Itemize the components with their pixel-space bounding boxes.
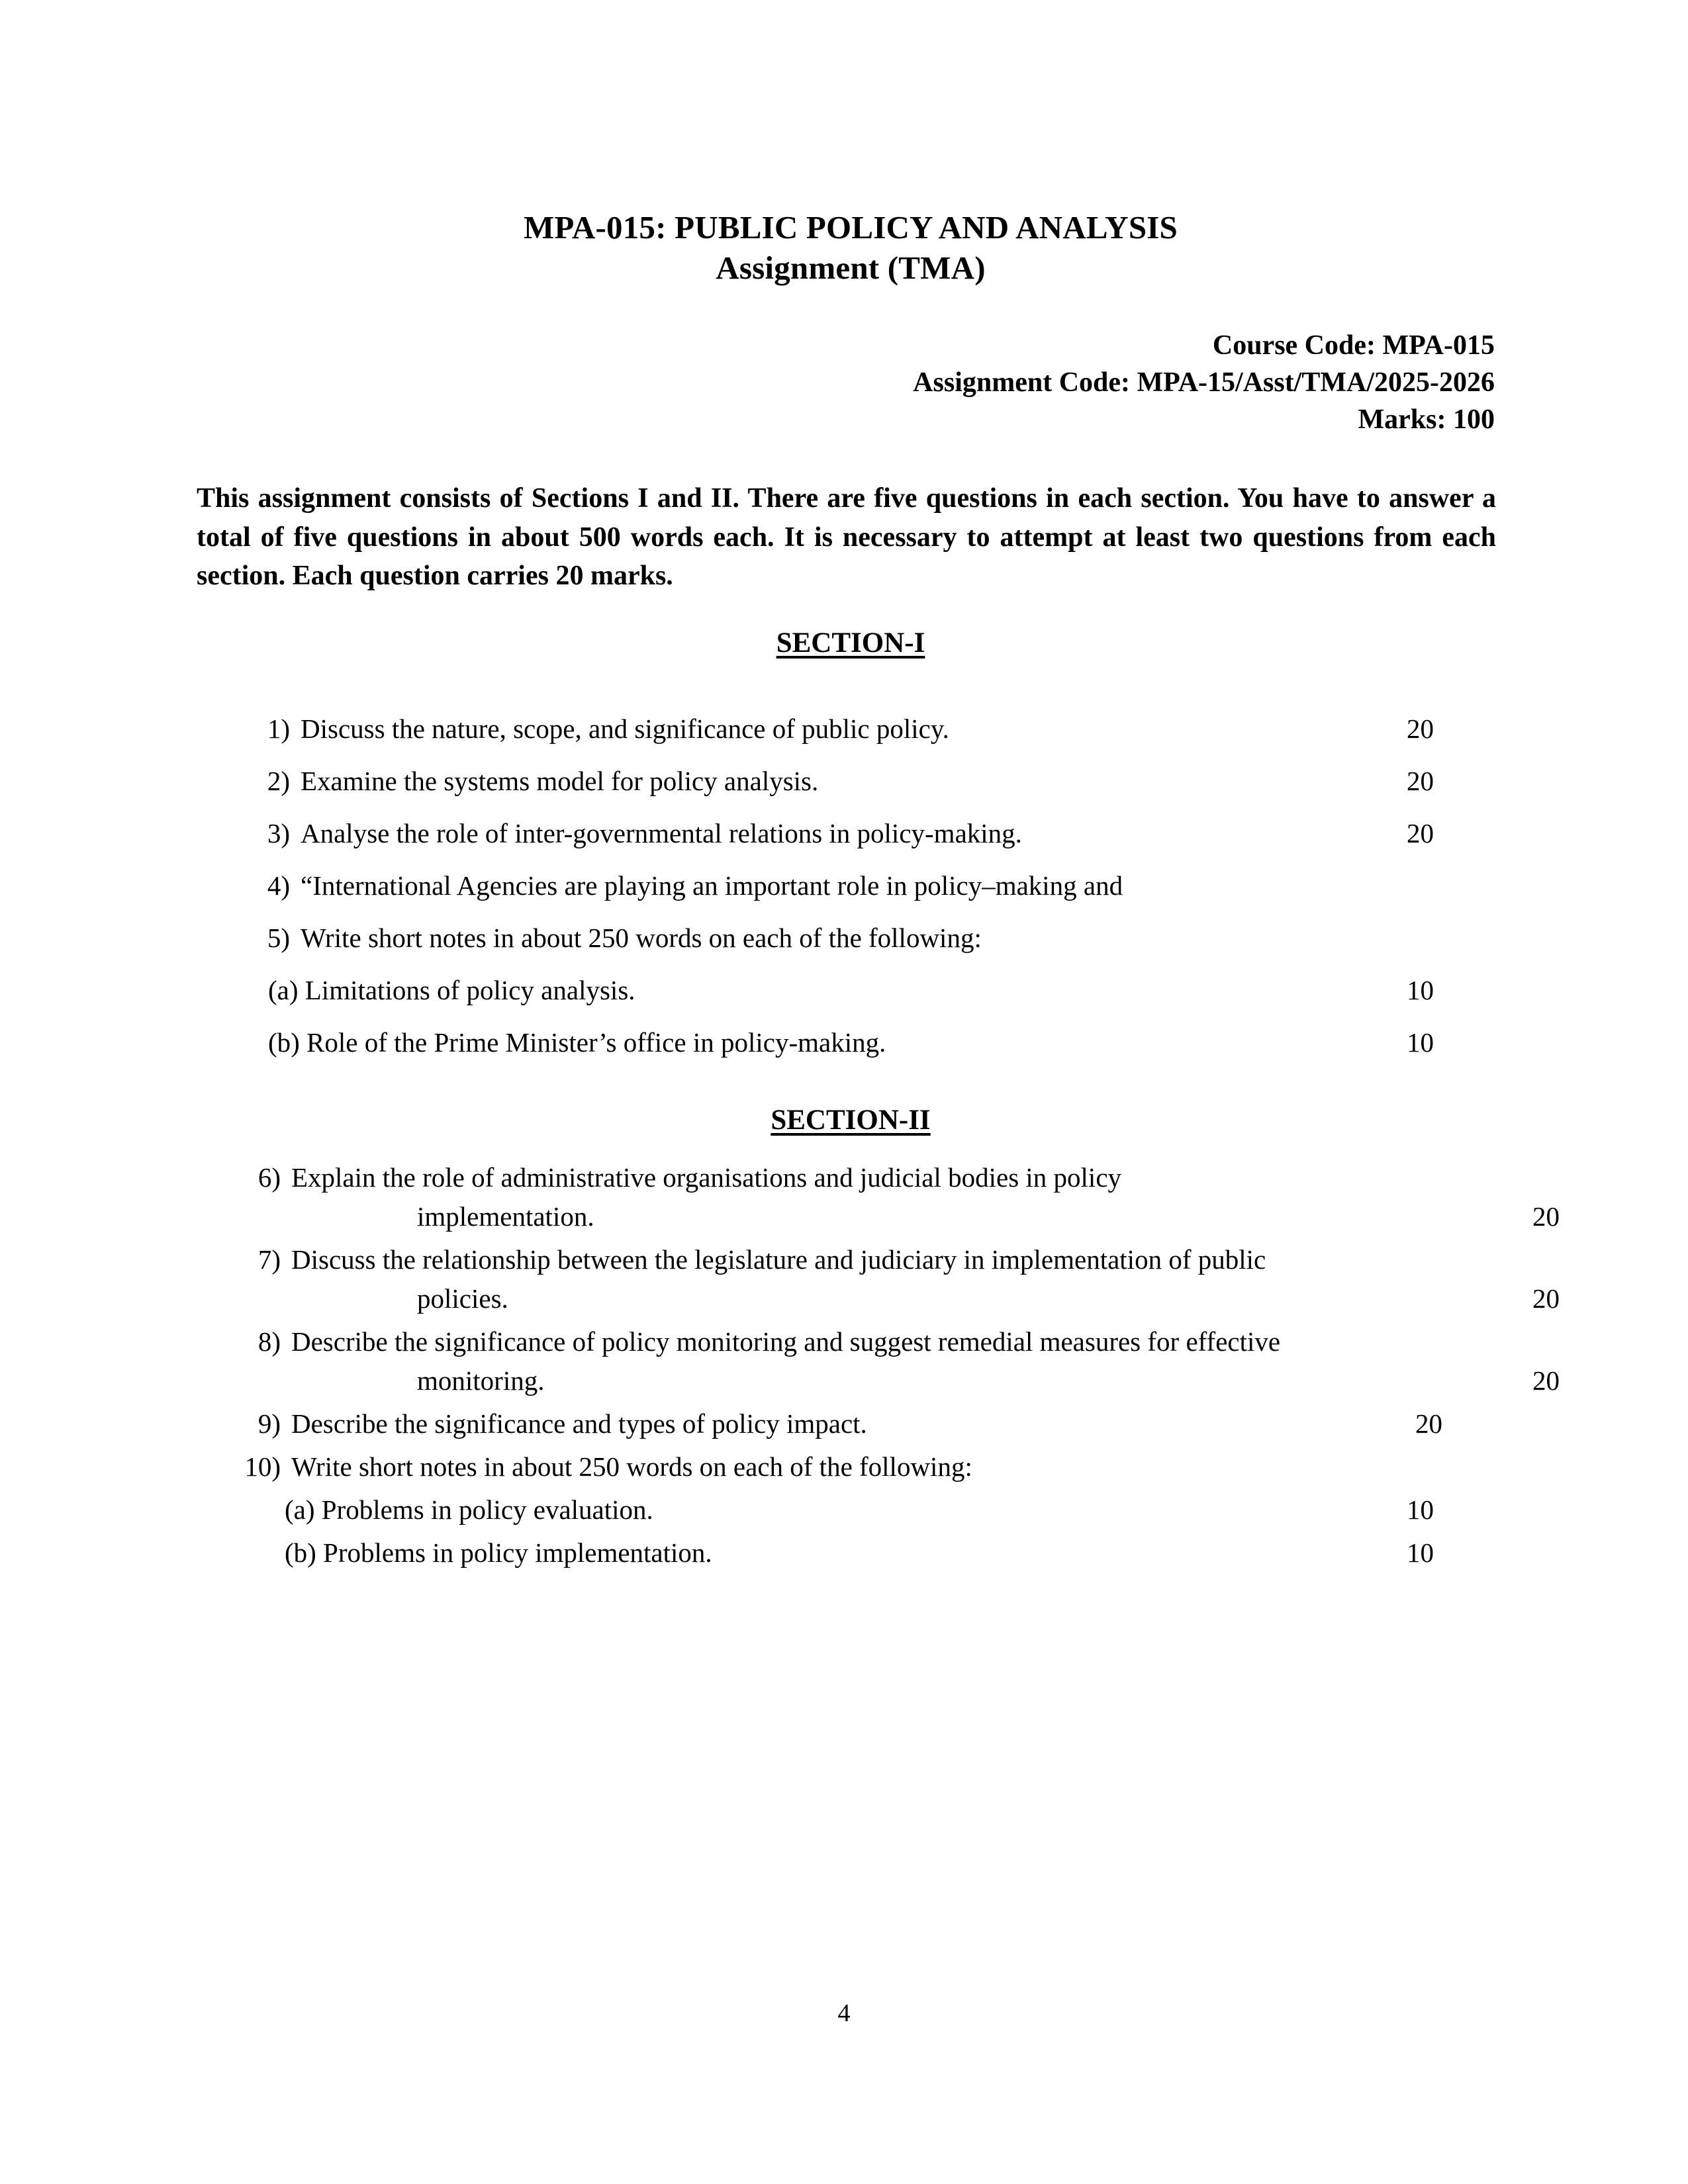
course-meta-block: [205, 327, 1496, 439]
question-sub-item: [205, 1496, 1496, 1524]
question-number: 2): [267, 765, 290, 796]
page-title: [205, 0, 1496, 287]
question-item: [205, 1410, 1496, 1437]
question-number: 6): [258, 1161, 281, 1193]
total-marks: Marks: 100: [1358, 404, 1495, 435]
title-line-1: MPA-015: PUBLIC POLICY AND ANALYSIS: [523, 209, 1178, 246]
question-marks: 10: [1407, 1537, 1434, 1568]
section-one-heading: SECTION-I: [776, 627, 925, 659]
question-marks: 20: [1415, 1408, 1442, 1439]
question-marks: 20: [1407, 817, 1434, 848]
question-sub-item: [205, 1026, 1496, 1058]
page-number: 4: [837, 1999, 851, 2027]
question-item: [205, 765, 1496, 796]
question-text: (a) Limitations of policy analysis.: [268, 974, 635, 1005]
question-item: [205, 1246, 1496, 1273]
question-text: Explain the role of administrative organisations and judicial bodies in policy: [291, 1161, 1122, 1193]
question-number: 9): [258, 1408, 281, 1439]
question-text: Discuss the nature, scope, and significance of public policy.: [301, 713, 949, 744]
question-text: policies.: [417, 1283, 508, 1314]
question-text: (a) Problems in policy evaluation.: [285, 1494, 653, 1525]
section-two-heading: SECTION-II: [771, 1104, 931, 1136]
question-item: [205, 1453, 1496, 1480]
title-line-2: Assignment (TMA): [716, 249, 986, 286]
question-marks: 10: [1407, 1026, 1434, 1058]
question-number: 1): [267, 713, 290, 744]
question-marks: 10: [1407, 974, 1434, 1005]
question-text: implementation.: [417, 1201, 594, 1232]
instructions-paragraph: This assignment consists of Sections I and II. There are five questions in each section. You have to answer a total of five questions in about 500 words each. It is necessary to attempt at least two questions from each section. Each question carries 20 marks.: [197, 483, 1496, 591]
question-item: [205, 922, 1496, 953]
question-marks: 20: [1532, 1283, 1560, 1314]
question-marks: 10: [1407, 1494, 1434, 1525]
question-text: Discuss the relationship between the legislature and judiciary in implementation of public: [291, 1244, 1266, 1275]
question-text: (b) Problems in policy implementation.: [285, 1537, 712, 1568]
question-marks: 20: [1407, 713, 1434, 744]
question-text: “International Agencies are playing an important role in policy–making and: [301, 870, 1123, 901]
question-continuation: [331, 1365, 1560, 1396]
question-item: [205, 1161, 1496, 1193]
question-number: 10): [244, 1451, 281, 1482]
question-text: Describe the significance and types of policy impact.: [291, 1408, 867, 1439]
question-text: (b) Role of the Prime Minister’s office in policy-making.: [268, 1026, 886, 1058]
question-continuation: [331, 1283, 1560, 1314]
question-item: [205, 872, 1496, 899]
question-text: Write short notes in about 250 words on each of the following:: [291, 1451, 972, 1482]
assignment-code: Assignment Code: MPA-15/Asst/TMA/2025-2026: [913, 367, 1495, 398]
question-marks: 20: [1407, 765, 1434, 796]
question-marks: 20: [1532, 1201, 1560, 1232]
question-sub-item: [205, 1539, 1496, 1567]
question-item: [205, 715, 1496, 743]
question-item: [205, 817, 1496, 848]
question-number: 7): [258, 1244, 281, 1275]
question-number: 4): [267, 870, 290, 901]
question-text: Describe the significance of policy monitoring and suggest remedial measures for effective: [291, 1326, 1281, 1357]
question-continuation: [331, 1201, 1560, 1232]
question-text: Examine the systems model for policy analysis.: [301, 765, 819, 796]
question-sub-item: [205, 974, 1496, 1005]
question-text: Write short notes in about 250 words on each of the following:: [301, 922, 982, 953]
question-marks: 20: [1532, 1365, 1560, 1396]
question-number: 8): [258, 1326, 281, 1357]
question-item: [205, 1328, 1496, 1355]
question-number: 3): [267, 817, 290, 848]
question-text: monitoring.: [417, 1365, 545, 1396]
question-text: Analyse the role of inter-governmental relations in policy-making.: [301, 817, 1022, 848]
course-code: Course Code: MPA-015: [1212, 330, 1495, 361]
section-one-question-list: [205, 715, 1496, 1056]
question-number: 5): [267, 922, 290, 953]
page-content: [197, 0, 1560, 1582]
section-two-question-list: [205, 1161, 1560, 1568]
